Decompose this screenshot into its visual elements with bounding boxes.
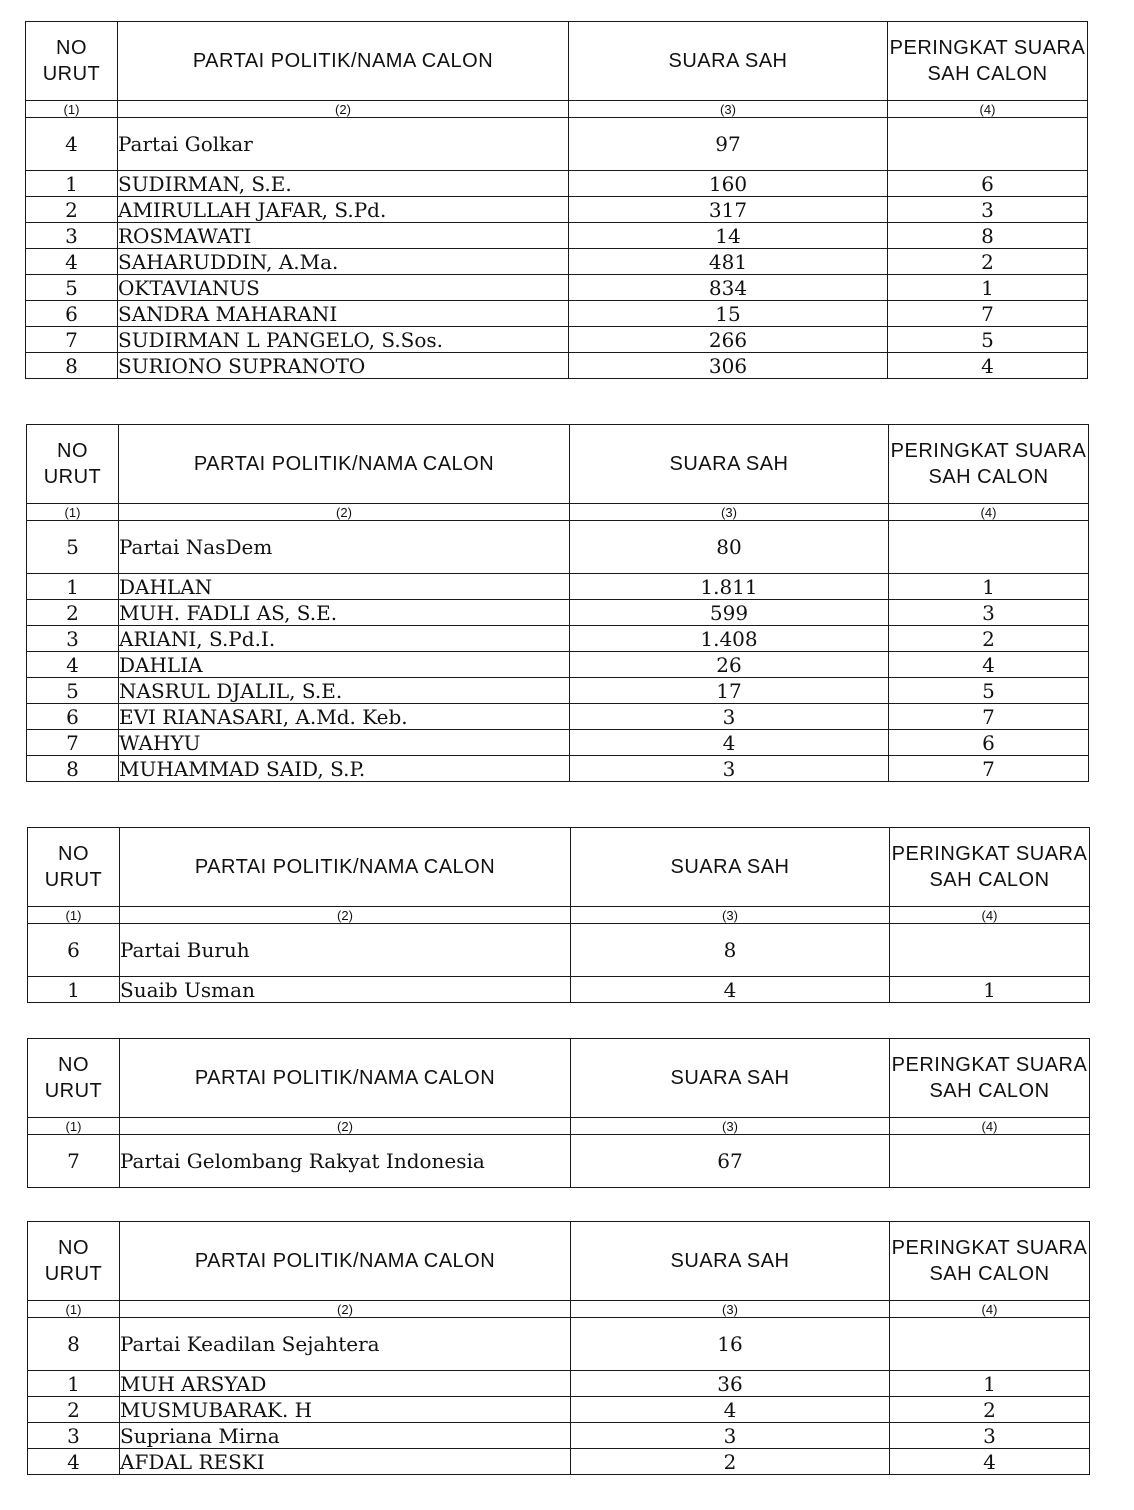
- candidate-rank: 8: [888, 223, 1088, 249]
- candidate-number: 2: [26, 197, 118, 223]
- col-index-2: (2): [118, 101, 569, 118]
- col-index-3: (3): [571, 907, 890, 924]
- header-peringkat: PERINGKAT SUARA SAH CALON: [890, 1039, 1090, 1118]
- candidate-row: [28, 1423, 1090, 1449]
- col-index-1: (1): [28, 1301, 120, 1318]
- candidate-name: DAHLAN: [119, 574, 570, 600]
- candidate-number: 1: [27, 574, 119, 600]
- party-row: [27, 521, 1089, 574]
- col-index-3: (3): [571, 1118, 890, 1135]
- party-votes: 67: [571, 1135, 890, 1188]
- candidate-row: [28, 977, 1090, 1003]
- candidate-votes: 15: [569, 301, 888, 327]
- candidate-rank: 2: [889, 626, 1089, 652]
- candidate-number: 5: [27, 678, 119, 704]
- party-name: Partai Golkar: [118, 118, 569, 171]
- col-index-3: (3): [571, 1301, 890, 1318]
- candidate-votes: 4: [570, 730, 889, 756]
- vote-table-nasdem: [26, 424, 1089, 782]
- candidate-name: Supriana Mirna: [120, 1423, 571, 1449]
- col-index-1: (1): [26, 101, 118, 118]
- party-name: Partai Keadilan Sejahtera: [120, 1318, 571, 1371]
- header-no-urut: NO URUT: [26, 22, 118, 101]
- candidate-number: 5: [26, 275, 118, 301]
- candidate-number: 2: [28, 1397, 120, 1423]
- candidate-rank: 2: [890, 1397, 1090, 1423]
- header-partai: PARTAI POLITIK/NAMA CALON: [120, 828, 571, 907]
- header-row: [28, 1222, 1090, 1301]
- candidate-name: WAHYU: [119, 730, 570, 756]
- candidate-name: NASRUL DJALIL, S.E.: [119, 678, 570, 704]
- candidate-number: 3: [28, 1423, 120, 1449]
- candidate-rank: 2: [888, 249, 1088, 275]
- party-name: Partai Gelombang Rakyat Indonesia: [120, 1135, 571, 1188]
- candidate-rank: 1: [890, 977, 1090, 1003]
- candidate-row: [27, 626, 1089, 652]
- column-index-row: [28, 1118, 1090, 1135]
- header-no-urut: NO URUT: [27, 425, 119, 504]
- party-votes: 97: [569, 118, 888, 171]
- candidate-votes: 36: [571, 1371, 890, 1397]
- header-row: [28, 1039, 1090, 1118]
- candidate-row: [27, 678, 1089, 704]
- candidate-rank: 7: [888, 301, 1088, 327]
- party-number: 7: [28, 1135, 120, 1188]
- candidate-number: 3: [27, 626, 119, 652]
- candidate-name: MUHAMMAD SAID, S.P.: [119, 756, 570, 782]
- candidate-number: 6: [26, 301, 118, 327]
- col-index-1: (1): [28, 1118, 120, 1135]
- col-index-1: (1): [28, 907, 120, 924]
- header-suara: SUARA SAH: [569, 22, 888, 101]
- candidate-row: [27, 704, 1089, 730]
- candidate-votes: 4: [571, 977, 890, 1003]
- header-suara: SUARA SAH: [571, 1039, 890, 1118]
- candidate-number: 8: [27, 756, 119, 782]
- candidate-number: 3: [26, 223, 118, 249]
- candidate-votes: 26: [570, 652, 889, 678]
- col-index-2: (2): [119, 504, 570, 521]
- header-suara: SUARA SAH: [570, 425, 889, 504]
- column-index-row: [28, 907, 1090, 924]
- candidate-rank: 1: [890, 1371, 1090, 1397]
- candidate-row: [26, 275, 1088, 301]
- party-name: Partai Buruh: [120, 924, 571, 977]
- column-index-row: [27, 504, 1089, 521]
- candidate-name: MUH ARSYAD: [120, 1371, 571, 1397]
- col-index-4: (4): [890, 1301, 1090, 1318]
- vote-table-pks: [27, 1221, 1090, 1475]
- candidate-number: 8: [26, 353, 118, 379]
- candidate-row: [28, 1371, 1090, 1397]
- candidate-name: AFDAL RESKI: [120, 1449, 571, 1475]
- party-votes: 16: [571, 1318, 890, 1371]
- candidate-rank: 6: [889, 730, 1089, 756]
- candidate-rank: 1: [888, 275, 1088, 301]
- candidate-row: [27, 600, 1089, 626]
- col-index-3: (3): [570, 504, 889, 521]
- candidate-votes: 3: [570, 704, 889, 730]
- candidate-rank: 5: [889, 678, 1089, 704]
- col-index-4: (4): [890, 907, 1090, 924]
- header-no-urut: NO URUT: [28, 1222, 120, 1301]
- column-index-row: [26, 101, 1088, 118]
- candidate-votes: 481: [569, 249, 888, 275]
- party-number: 8: [28, 1318, 120, 1371]
- candidate-votes: 4: [571, 1397, 890, 1423]
- candidate-row: [27, 574, 1089, 600]
- col-index-3: (3): [569, 101, 888, 118]
- candidate-votes: 834: [569, 275, 888, 301]
- candidate-name: ROSMAWATI: [118, 223, 569, 249]
- candidate-name: SUDIRMAN L PANGELO, S.Sos.: [118, 327, 569, 353]
- candidate-votes: 599: [570, 600, 889, 626]
- candidate-rank: 3: [890, 1423, 1090, 1449]
- party-votes: 80: [570, 521, 889, 574]
- candidate-rank: 3: [888, 197, 1088, 223]
- col-index-1: (1): [27, 504, 119, 521]
- header-peringkat: PERINGKAT SUARA SAH CALON: [890, 1222, 1090, 1301]
- header-partai: PARTAI POLITIK/NAMA CALON: [120, 1222, 571, 1301]
- candidate-number: 6: [27, 704, 119, 730]
- candidate-votes: 17: [570, 678, 889, 704]
- candidate-number: 1: [28, 1371, 120, 1397]
- candidate-row: [26, 301, 1088, 327]
- candidate-row: [26, 197, 1088, 223]
- candidate-name: SAHARUDDIN, A.Ma.: [118, 249, 569, 275]
- header-partai: PARTAI POLITIK/NAMA CALON: [120, 1039, 571, 1118]
- candidate-number: 7: [27, 730, 119, 756]
- party-number: 4: [26, 118, 118, 171]
- party-rank-empty: [890, 924, 1090, 977]
- candidate-rank: 4: [888, 353, 1088, 379]
- party-row: [26, 118, 1088, 171]
- candidate-name: EVI RIANASARI, A.Md. Keb.: [119, 704, 570, 730]
- candidate-votes: 3: [571, 1423, 890, 1449]
- candidate-votes: 306: [569, 353, 888, 379]
- candidate-rank: 6: [888, 171, 1088, 197]
- candidate-votes: 1.408: [570, 626, 889, 652]
- header-no-urut: NO URUT: [28, 1039, 120, 1118]
- candidate-name: SUDIRMAN, S.E.: [118, 171, 569, 197]
- candidate-row: [26, 223, 1088, 249]
- candidate-rank: 3: [889, 600, 1089, 626]
- candidate-name: Suaib Usman: [120, 977, 571, 1003]
- candidate-name: SANDRA MAHARANI: [118, 301, 569, 327]
- candidate-row: [28, 1449, 1090, 1475]
- header-peringkat: PERINGKAT SUARA SAH CALON: [889, 425, 1089, 504]
- candidate-rank: 1: [889, 574, 1089, 600]
- candidate-rank: 7: [889, 704, 1089, 730]
- candidate-name: AMIRULLAH JAFAR, S.Pd.: [118, 197, 569, 223]
- candidate-row: [26, 249, 1088, 275]
- candidate-rank: 7: [889, 756, 1089, 782]
- header-suara: SUARA SAH: [571, 828, 890, 907]
- candidate-row: [26, 353, 1088, 379]
- header-row: [27, 425, 1089, 504]
- candidate-votes: 317: [569, 197, 888, 223]
- party-rank-empty: [890, 1318, 1090, 1371]
- candidate-name: MUSMUBARAK. H: [120, 1397, 571, 1423]
- party-row: [28, 924, 1090, 977]
- candidate-row: [26, 327, 1088, 353]
- candidate-rank: 4: [889, 652, 1089, 678]
- header-peringkat: PERINGKAT SUARA SAH CALON: [890, 828, 1090, 907]
- party-rank-empty: [890, 1135, 1090, 1188]
- col-index-2: (2): [120, 1301, 571, 1318]
- vote-table-gelora: [27, 1038, 1090, 1188]
- col-index-4: (4): [888, 101, 1088, 118]
- header-row: [28, 828, 1090, 907]
- candidate-rank: 5: [888, 327, 1088, 353]
- header-no-urut: NO URUT: [28, 828, 120, 907]
- candidate-row: [27, 756, 1089, 782]
- candidate-name: ARIANI, S.Pd.I.: [119, 626, 570, 652]
- candidate-number: 4: [28, 1449, 120, 1475]
- party-rank-empty: [888, 118, 1088, 171]
- candidate-votes: 160: [569, 171, 888, 197]
- candidate-row: [28, 1397, 1090, 1423]
- candidate-votes: 266: [569, 327, 888, 353]
- candidate-row: [27, 730, 1089, 756]
- candidate-votes: 2: [571, 1449, 890, 1475]
- column-index-row: [28, 1301, 1090, 1318]
- col-index-4: (4): [890, 1118, 1090, 1135]
- candidate-rank: 4: [890, 1449, 1090, 1475]
- candidate-number: 1: [28, 977, 120, 1003]
- col-index-2: (2): [120, 1118, 571, 1135]
- candidate-name: MUH. FADLI AS, S.E.: [119, 600, 570, 626]
- party-number: 6: [28, 924, 120, 977]
- candidate-votes: 14: [569, 223, 888, 249]
- candidate-votes: 3: [570, 756, 889, 782]
- candidate-row: [27, 652, 1089, 678]
- candidate-number: 4: [26, 249, 118, 275]
- col-index-2: (2): [120, 907, 571, 924]
- candidate-votes: 1.811: [570, 574, 889, 600]
- vote-table-buruh: [27, 827, 1090, 1003]
- candidate-number: 2: [27, 600, 119, 626]
- candidate-number: 1: [26, 171, 118, 197]
- candidate-number: 7: [26, 327, 118, 353]
- candidate-name: SURIONO SUPRANOTO: [118, 353, 569, 379]
- party-rank-empty: [889, 521, 1089, 574]
- party-row: [28, 1135, 1090, 1188]
- candidate-name: DAHLIA: [119, 652, 570, 678]
- party-name: Partai NasDem: [119, 521, 570, 574]
- candidate-name: OKTAVIANUS: [118, 275, 569, 301]
- header-partai: PARTAI POLITIK/NAMA CALON: [119, 425, 570, 504]
- candidate-row: [26, 171, 1088, 197]
- party-row: [28, 1318, 1090, 1371]
- candidate-number: 4: [27, 652, 119, 678]
- header-peringkat: PERINGKAT SUARA SAH CALON: [888, 22, 1088, 101]
- vote-table-golkar: [25, 21, 1088, 379]
- header-suara: SUARA SAH: [571, 1222, 890, 1301]
- party-number: 5: [27, 521, 119, 574]
- header-row: [26, 22, 1088, 101]
- col-index-4: (4): [889, 504, 1089, 521]
- party-votes: 8: [571, 924, 890, 977]
- header-partai: PARTAI POLITIK/NAMA CALON: [118, 22, 569, 101]
